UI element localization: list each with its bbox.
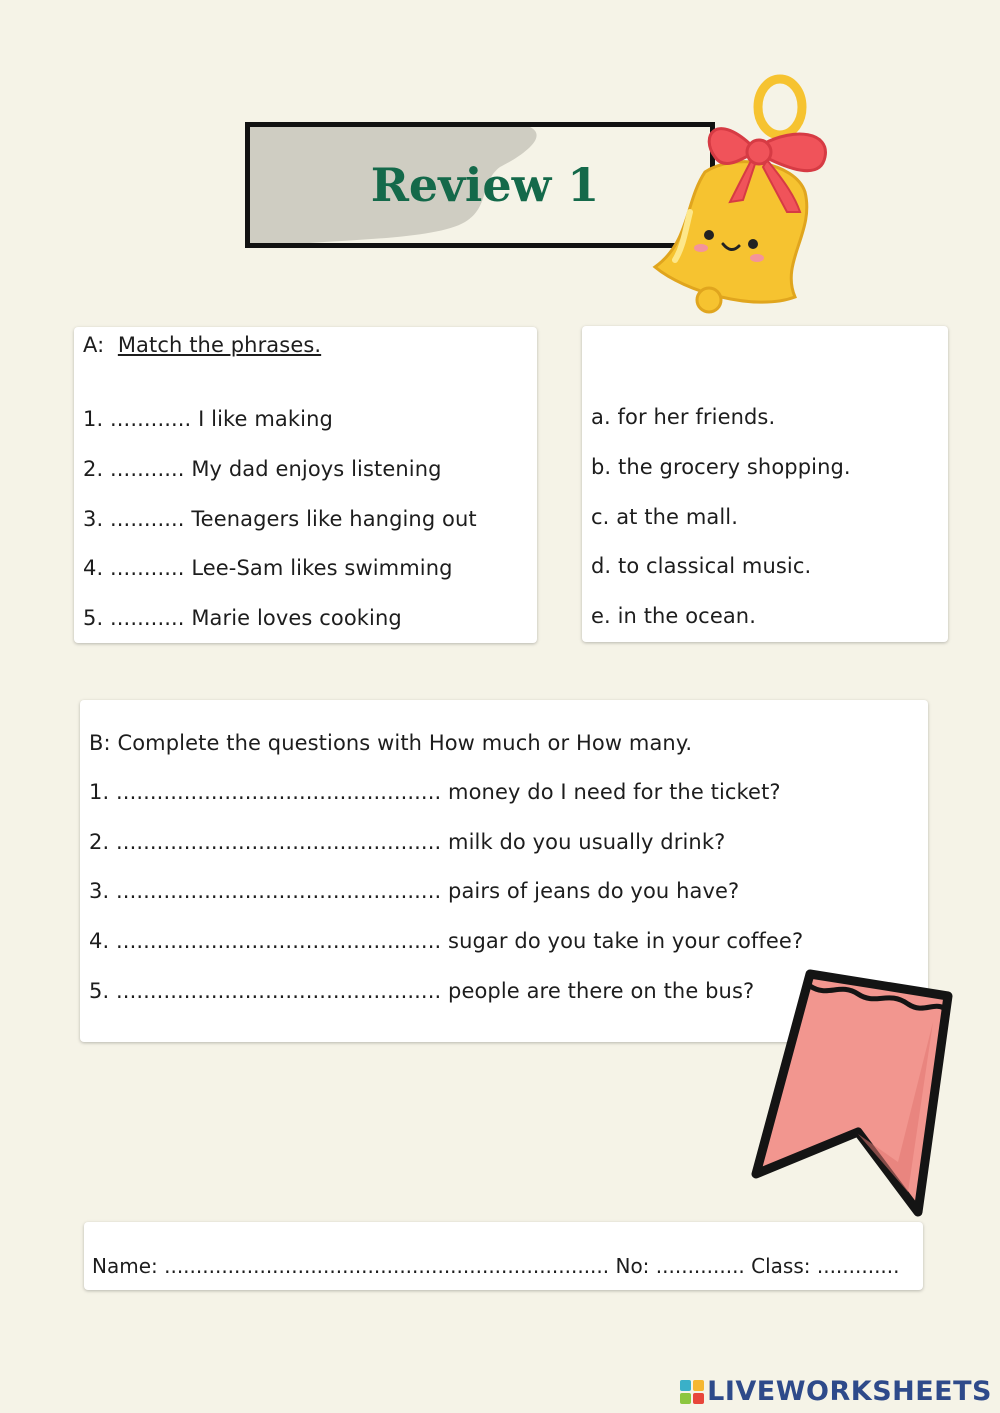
phrase-endings-card — [582, 326, 948, 642]
section-a-heading — [83, 333, 321, 357]
ending-item: d. to classical music. — [591, 554, 812, 578]
question-item — [89, 879, 739, 903]
phrase-text: I like making — [198, 407, 333, 431]
answer-blank[interactable]: ................................................ — [116, 879, 442, 903]
ending-item: a. for her friends. — [591, 405, 776, 429]
question-text: milk do you usually drink? — [448, 830, 726, 854]
logo-text: LIVEWORKSHEETS — [707, 1376, 992, 1407]
question-item — [89, 780, 781, 804]
student-info-card — [84, 1222, 923, 1290]
question-number: 4. — [89, 929, 110, 953]
bookmark-icon — [748, 962, 958, 1218]
phrase-text: Marie loves cooking — [191, 606, 402, 630]
student-info-line — [92, 1254, 900, 1278]
section-a-instruction: Match the phrases. — [117, 333, 322, 357]
answer-blank[interactable]: ................................................ — [116, 979, 442, 1003]
ending-item: e. in the ocean. — [591, 604, 756, 628]
question-number: 3. — [89, 879, 110, 903]
question-text: money do I need for the ticket? — [448, 780, 781, 804]
question-number: 2. — [89, 830, 110, 854]
section-a-label: A: — [83, 333, 105, 357]
answer-blank[interactable]: ................................................ — [116, 830, 442, 854]
class-field[interactable]: Class: ............. — [751, 1254, 900, 1278]
question-number: 5. — [89, 979, 110, 1003]
question-text: pairs of jeans do you have? — [448, 879, 740, 903]
answer-blank[interactable]: ................................................ — [116, 780, 442, 804]
liveworksheets-logo[interactable] — [679, 1376, 992, 1407]
number-field[interactable]: No: .............. — [615, 1254, 745, 1278]
question-text: sugar do you take in your coffee? — [448, 929, 804, 953]
logo-mark-icon — [679, 1379, 705, 1405]
question-text: people are there on the bus? — [448, 979, 755, 1003]
page-title: Review 1 — [370, 158, 600, 212]
ending-item: b. the grocery shopping. — [591, 455, 851, 479]
answer-blank[interactable]: ................................................ — [116, 929, 442, 953]
phrase-text: Lee-Sam likes swimming — [191, 556, 453, 580]
match-phrases-card — [74, 327, 537, 643]
phrase-text: Teenagers like hanging out — [191, 507, 477, 531]
phrase-text: My dad enjoys listening — [191, 457, 442, 481]
question-number: 1. — [89, 780, 110, 804]
phrase-blank[interactable]: 4. ........... — [83, 556, 185, 580]
phrase-blank[interactable]: 5. ........... — [83, 606, 185, 630]
phrase-item — [83, 457, 442, 481]
phrase-blank[interactable]: 2. ........... — [83, 457, 185, 481]
phrase-item — [83, 507, 477, 531]
phrase-item — [83, 606, 402, 630]
phrase-blank[interactable]: 1. ............ — [83, 407, 192, 431]
section-b-heading: B: Complete the questions with How much or How many. — [89, 731, 693, 755]
question-item — [89, 929, 803, 953]
phrase-item — [83, 556, 453, 580]
name-field[interactable]: Name: ...................................................................... — [92, 1254, 610, 1278]
phrase-item — [83, 407, 333, 431]
bell-icon — [645, 72, 845, 318]
question-item — [89, 979, 754, 1003]
question-item — [89, 830, 725, 854]
ending-item: c. at the mall. — [591, 505, 738, 529]
phrase-blank[interactable]: 3. ........... — [83, 507, 185, 531]
